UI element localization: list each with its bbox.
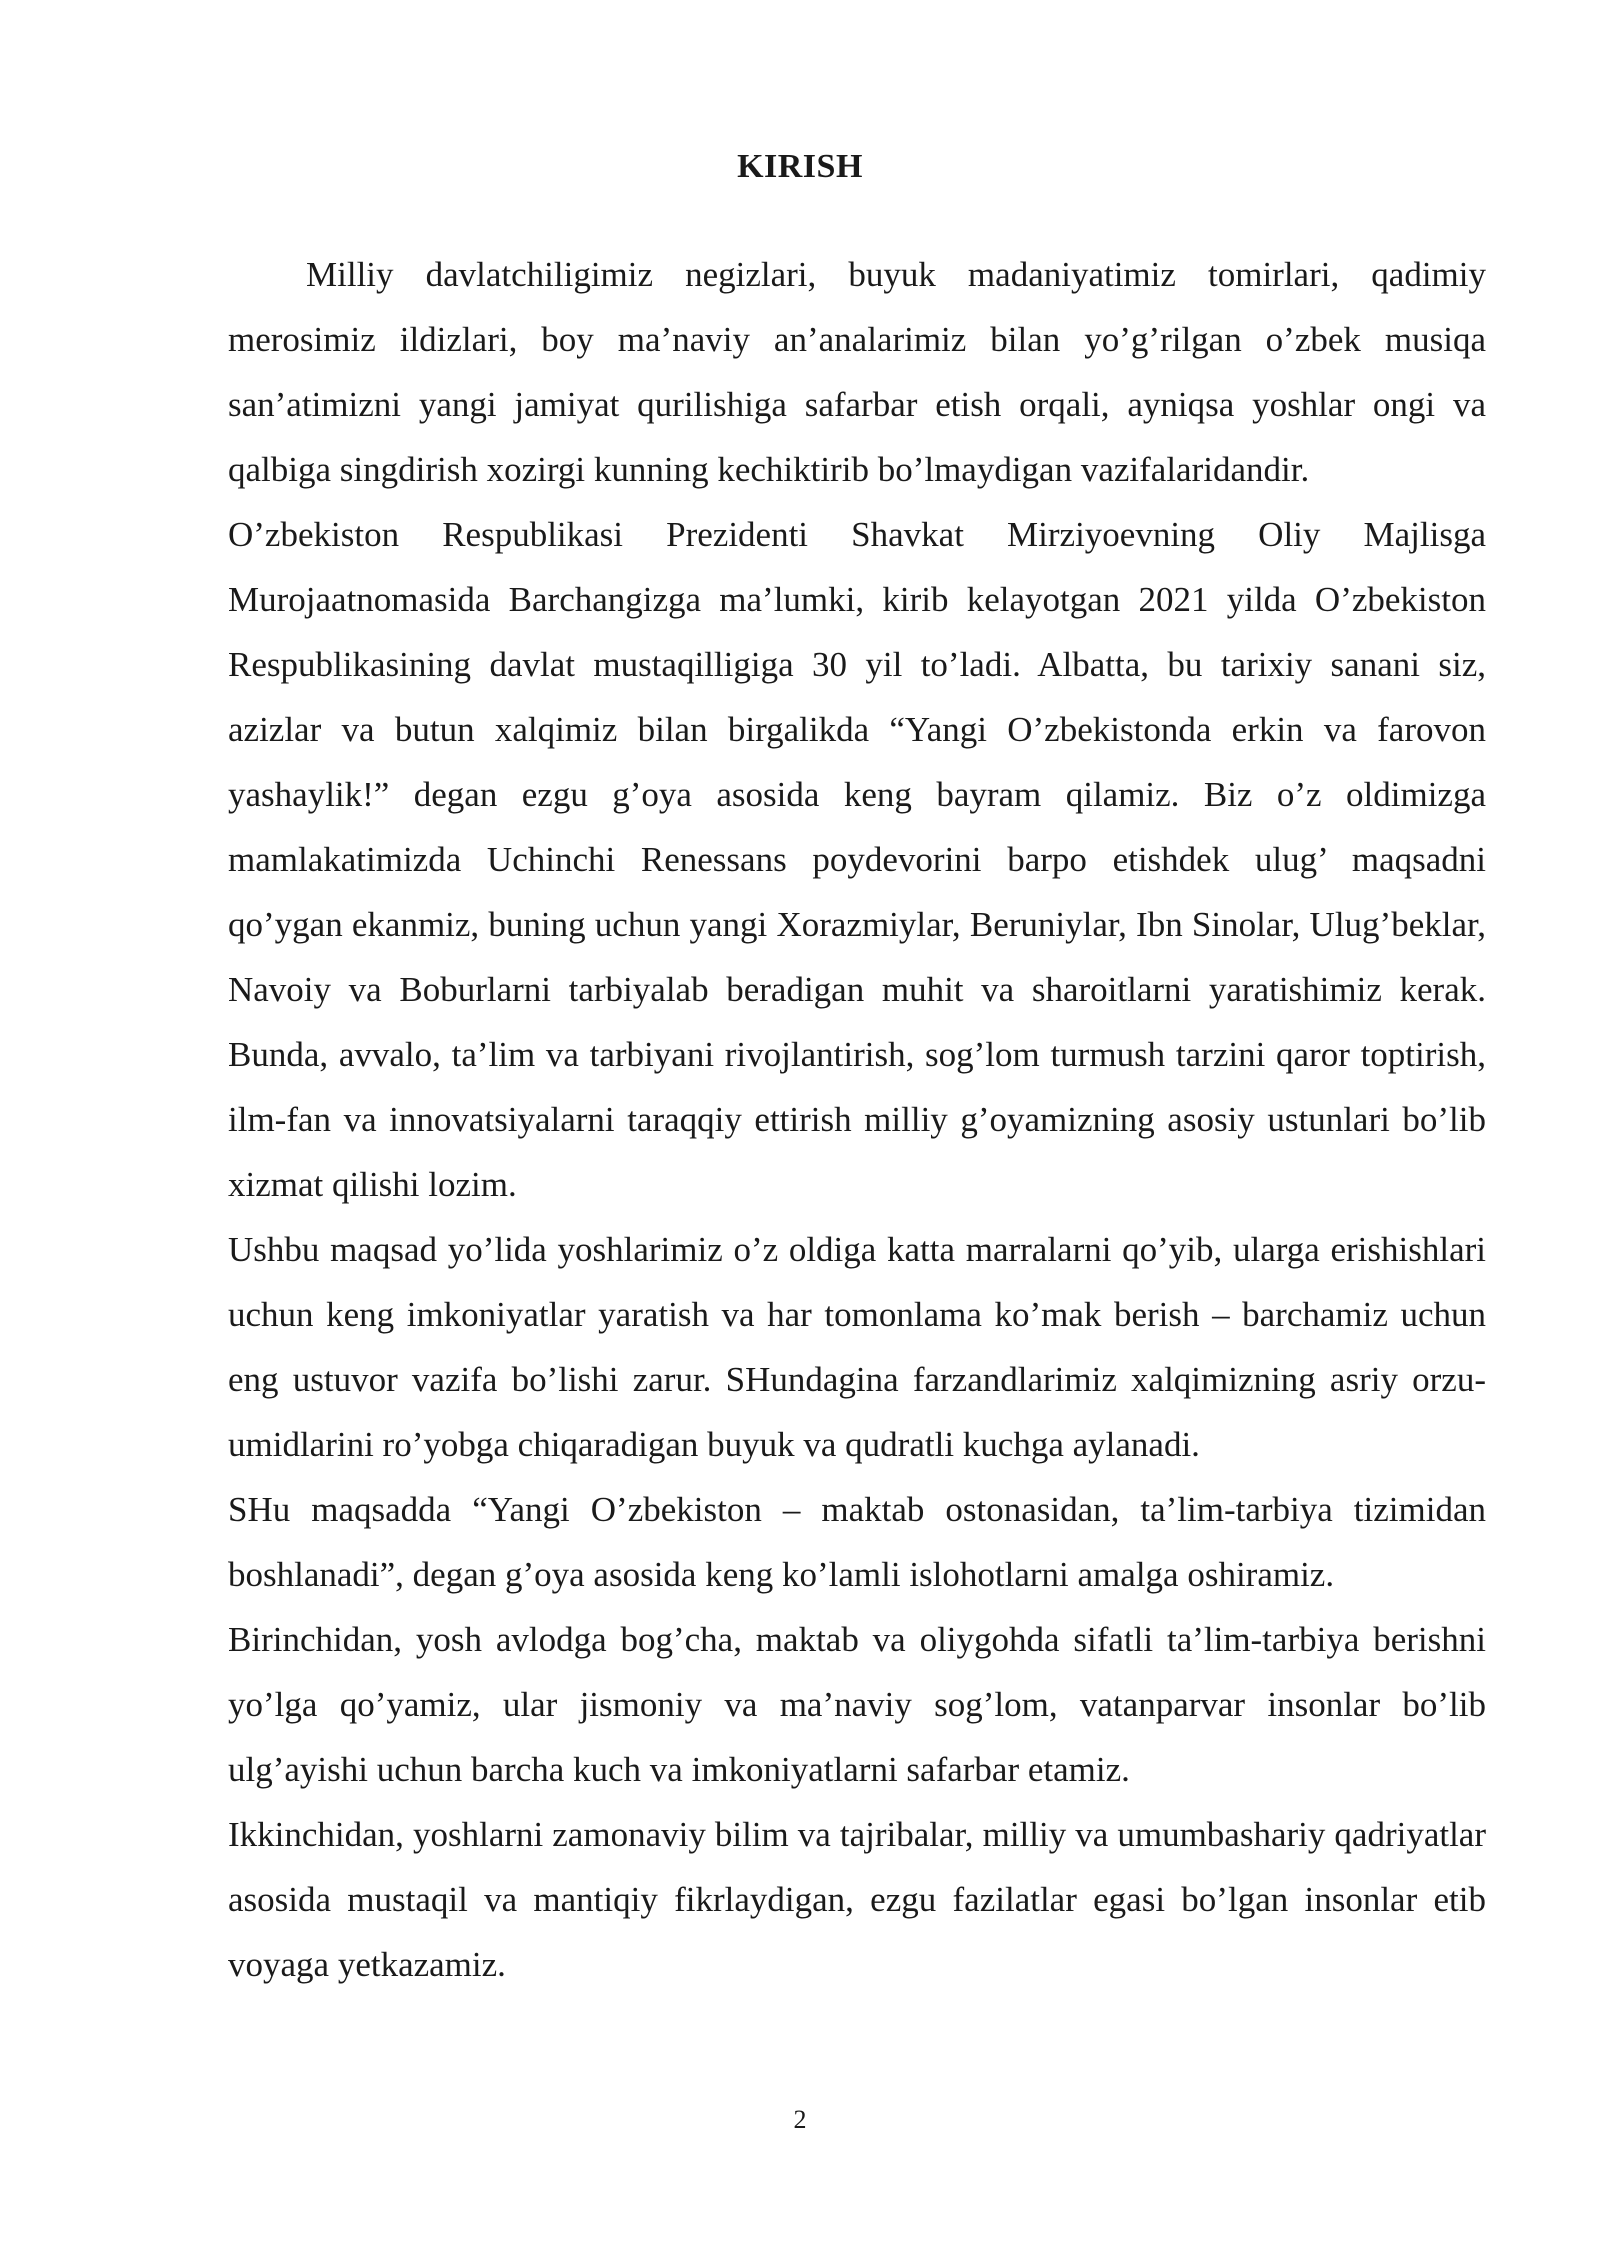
paragraph-president-address: O’zbekiston Respublikasi Prezidenti Shavkat Mirziyoevning Oliy Majlisga Murojaatnomasida Barchangizga ma’lumki, kirib kelayotgan 2021 yilda O’zbekiston Respublikasining davlat mustaqilligiga 30 yil to’ladi. Albatta, bu tarixiy sanani siz, azizlar va butun xalqimiz bilan birgalikda “Yangi O’zbekistonda erkin va farovon yashaylik!” degan ezgu g’oya asosida keng bayram qilamiz. Biz o’z oldimizga mamlakatimizda Uchinchi Renessans poydevorini barpo etishdek ulug’ maqsadni qo’ygan ekanmiz, buning uchun yangi Xorazmiylar, Beruniylar, Ibn Sinolar, Ulug’beklar, Navoiy va Boburlarni tarbiyalab beradigan muhit va sharoitlarni yaratishimiz kerak. Bunda, avvalo, ta’lim va tarbiyani rivojlantirish, sog’lom turmush tarzini qaror toptirish, ilm-fan va innovatsiyalarni taraqqiy ettirish milliy g’oyamizning asosiy ustunlari bo’lib xizmat qilishi lozim. (228, 515, 1486, 1204)
page-number: 2 (793, 2105, 807, 2134)
paragraph-intro: Milliy davlatchiligimiz negizlari, buyuk madaniyatimiz tomirlari, qadimiy merosimiz ildizlari, boy ma’naviy an’analarimiz bilan yo’g’rilgan o’zbek musiqa san’atimizni yangi jamiyat qurilishiga safarbar etish orqali, ayniqsa yoshlar ongi va qalbiga singdirish xozirgi kunning kechiktirib bo’lmaydigan vazifalaridandir. (228, 255, 1486, 489)
paragraph-new-uzbekistan: SHu maqsadda “Yangi O’zbekiston – maktab ostonasidan, ta’lim-tarbiya tizimidan boshlanadi”, degan g’oya asosida keng ko’lamli islohotlarni amalga oshiramiz. (228, 1490, 1486, 1594)
paragraph-first-point: Birinchidan, yosh avlodga bog’cha, maktab va oliygohda sifatli ta’lim-tarbiya berishni yo’lga qo’yamiz, ular jismoniy va ma’naviy sog’lom, vatanparvar insonlar bo’lib ulg’ayishi uchun barcha kuch va imkoniyatlarni safarbar etamiz. (228, 1620, 1486, 1789)
body-text (228, 242, 1486, 1997)
page-title: KIRISH (737, 148, 863, 185)
paragraph-youth-goals: Ushbu maqsad yo’lida yoshlarimiz o’z oldiga katta marralarni qo’yib, ularga erishishlari uchun keng imkoniyatlar yaratish va har tomonlama ko’mak berish – barchamiz uchun eng ustuvor vazifa bo’lishi zarur. SHundagina farzandlarimiz xalqimizning asriy orzu-umidlarini ro’yobga chiqaradigan buyuk va qudratli kuchga aylanadi. (228, 1230, 1486, 1464)
paragraph-second-point: Ikkinchidan, yoshlarni zamonaviy bilim va tajribalar, milliy va umumbashariy qadriyatlar asosida mustaqil va mantiqiy fikrlaydigan, ezgu fazilatlar egasi bo’lgan insonlar etib voyaga yetkazamiz. (228, 1815, 1486, 1984)
